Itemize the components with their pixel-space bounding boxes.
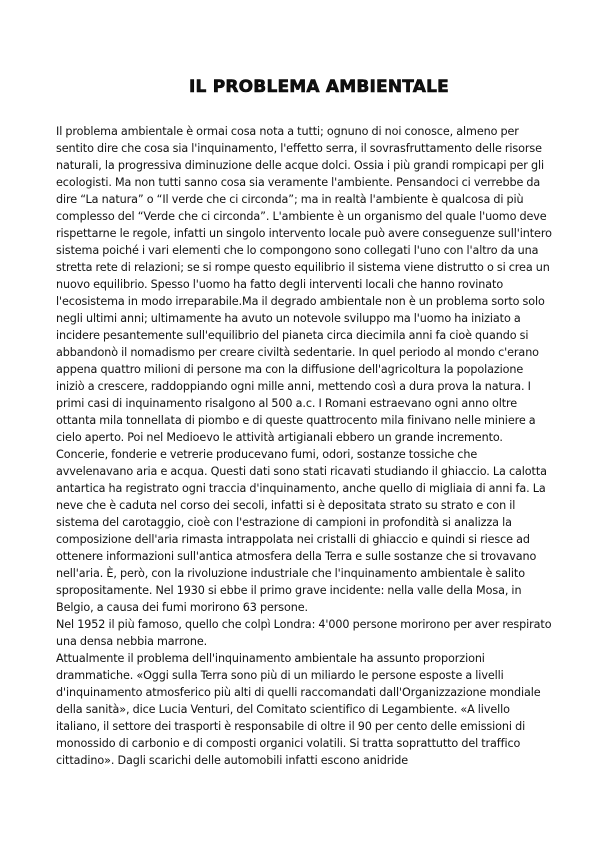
document-body	[56, 123, 552, 769]
document-title: IL PROBLEMA AMBIENTALE	[189, 77, 449, 97]
paragraph-3: Attualmente il problema dell'inquinamento ambientale ha assunto proporzioni drammatiche. «Oggi sulla Terra sono più di un miliardo le persone esposte a livelli d'inquinamento atmosferico più alti di quelli raccomandati dall'Organizzazione mondiale della sanità», dice Lucia Venturi, del Comitato scientifico di Legambiente. «A livello italiano, il settore dei trasporti è responsabile di oltre il 90 per cento delle emissioni di monossido di carbonio e di composti organici volatili. Si tratta soprattutto del traffico cittadino». Dagli scarichi delle automobili infatti escono anidride	[56, 652, 541, 767]
paragraph-2: Nel 1952 il più famoso, quello che colpì Londra: 4'000 persone morirono per aver respirato una densa nebbia marrone.	[56, 618, 552, 648]
paragraph-1: Il problema ambientale è ormai cosa nota a tutti; ognuno di noi conosce, almeno per sentito dire che cosa sia l'inquinamento, l'effetto serra, il sovrasfruttamento delle risorse naturali, la progressiva diminuzione delle acque dolci. Ossia i più grandi rompicapi per gli ecologisti. Ma non tutti sanno cosa sia veramente l'ambiente. Pensandoci ci verrebbe da dire “La natura” o “Il verde che ci circonda”; ma in realtà l'ambiente è qualcosa di più complesso del “Verde che ci circonda”. L'ambiente è un organismo del quale l'uomo deve rispettarne le regole, infatti un singolo intervento locale può avere conseguenze sull'intero sistema poiché i vari elementi che lo compongono sono collegati l'uno con l'altro da una stretta rete di relazioni; se si rompe questo equilibrio il sistema viene distrutto o si crea un nuovo equilibrio. Spesso l'uomo ha fatto degli interventi locali che hanno rovinato l'ecosistema in modo irreparabile.Ma il degrado ambientale non è un problema sorto solo negli ultimi anni; ultimamente ha avuto un notevole sviluppo ma l'uomo ha iniziato a incidere pesantemente sull'equilibrio del pianeta circa diecimila anni fa cioè quando si abbandonò il nomadismo per creare civiltà sedentarie. In quel periodo al mondo c'erano appena quattro milioni di persone ma con la diffusione dell'agricoltura la popolazione iniziò a crescere, raddoppiando ogni mille anni, mettendo così a dura prova la natura. I primi casi di inquinamento risalgono al 500 a.c. I Romani estraevano ogni anno oltre ottanta mila tonnellata di piombo e di queste quattrocento mila finivano nelle miniere a cielo aperto. Poi nel Medioevo le attività artigianali ebbero un grande incremento. Concerie, fonderie e vetrerie producevano fumi, odori, sostanze tossiche che avvelenavano aria e acqua. Questi dati sono stati ricavati studiando il ghiaccio. La calotta antartica ha registrato ogni traccia d'inquinamento, anche quello di migliaia di anni fa. La neve che è caduta nel corso dei secoli, infatti si è depositata strato su strato e con il sistema del carotaggio, cioè con l'estrazione di campioni in profondità si analizza la composizione dell'aria rimasta intrappolata nei cristalli di ghiaccio e quindi si riesce ad ottenere informazioni sull'antica atmosfera della Terra e sulle sostanze che si trovavano nell'aria. È, però, con la rivoluzione industriale che l'inquinamento ambientale è salito spropositamente. Nel 1930 si ebbe il primo grave incidente: nella valle della Mosa, in Belgio, a causa dei fumi morirono 63 persone.	[56, 125, 552, 614]
